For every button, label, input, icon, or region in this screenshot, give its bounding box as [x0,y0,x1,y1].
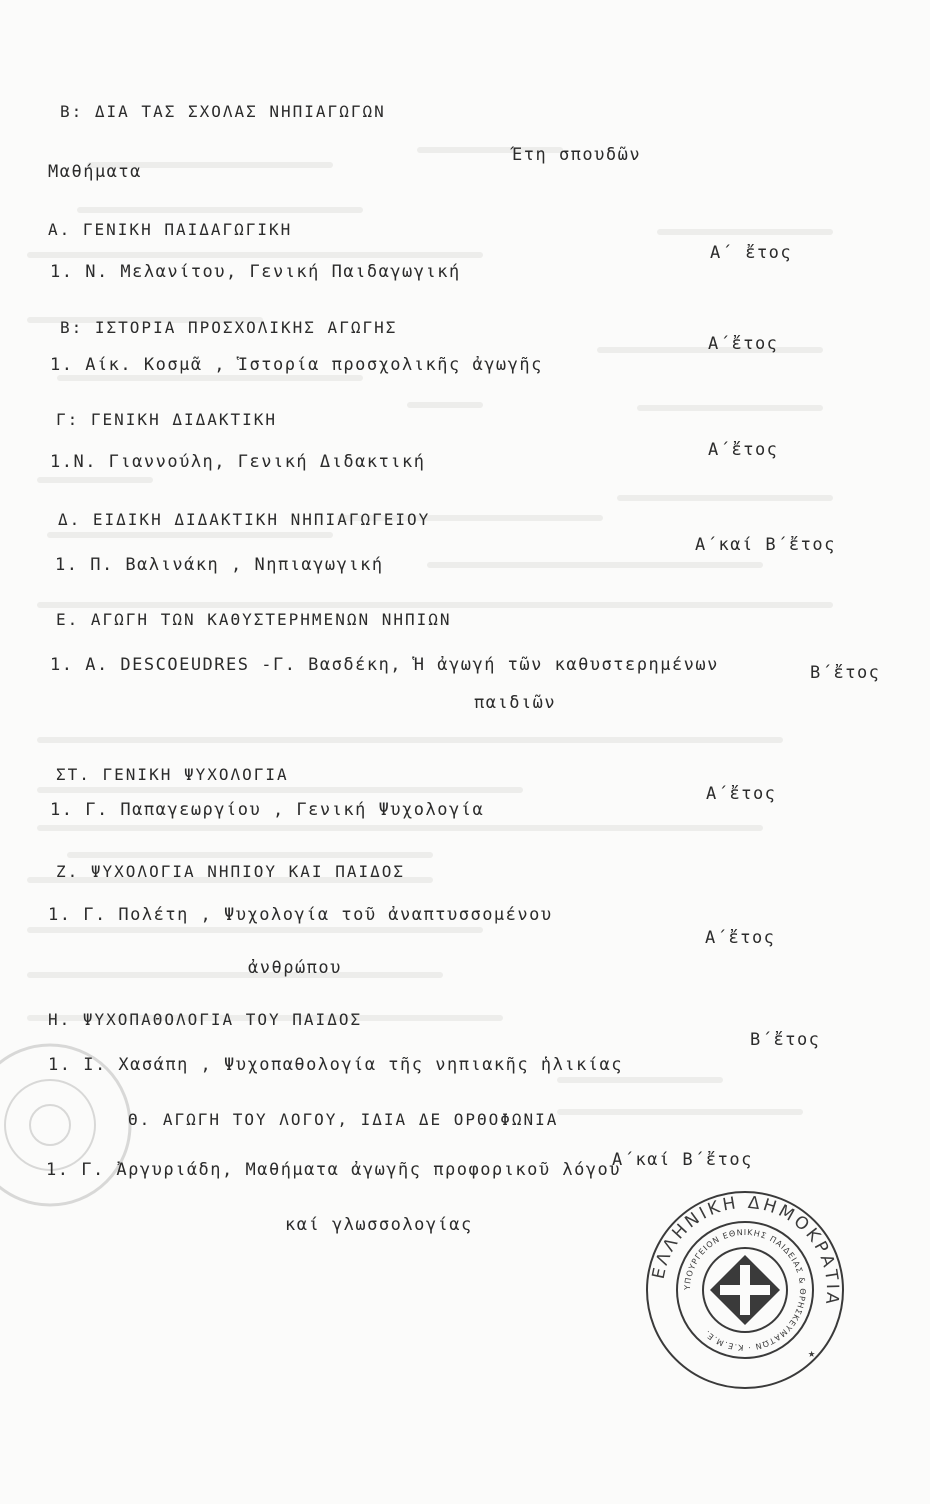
section-year-b: Α΄ἔτος [708,334,779,354]
column-header-years: Έτη σπουδῶν [512,145,642,165]
section-book-b: 1. Αίκ. Κοσμᾶ , Ἱστορία προσχολικῆς ἀγωγῆς [50,355,543,375]
section-book-a: 1. Ν. Μελανίτου, Γενική Παιδαγωγική [50,262,461,282]
section-heading-g: Γ: ΓΕΝΙΚΗ ΔΙΔΑΚΤΙΚΗ [56,410,278,429]
section-heading-z: Ζ. ΨΥΧΟΛΟΓΙΑ ΝΗΠΙΟΥ ΚΑΙ ΠΑΙΔΟΣ [56,862,405,881]
seal-outer-text: ΕΛΛΗΝΙΚΗ ΔΗΜΟΚΡΑΤΙΑ [648,1192,843,1309]
seal-star-icon: ★ [808,1346,816,1360]
section-year-z: Α΄ἔτος [705,928,776,948]
official-seal [640,1185,850,1395]
section-heading-th: Θ. ΑΓΩΓΗ ΤΟΥ ΛΟΓΟΥ, ΙΔΙΑ ΔΕ ΟΡΘΟΦΩΝΙΑ [128,1110,559,1129]
section-book-g: 1.Ν. Γιαννούλη, Γενική Διδακτική [50,452,426,472]
section-book-z-continued: ἀνθρώπου [248,958,342,978]
section-year-a: Α΄ ἔτος [710,243,793,263]
column-header-subjects: Μαθήματα [48,162,142,182]
greek-cross-emblem-icon [710,1255,780,1325]
section-heading-e: Ε. ΑΓΩΓΗ ΤΩΝ ΚΑΘΥΣΤΕΡΗΜΕΝΩΝ ΝΗΠΙΩΝ [56,610,452,629]
section-year-st: Α΄ἔτος [706,784,777,804]
ghost-stamp-mark [0,1020,140,1230]
section-book-d: 1. Π. Βαλινάκη , Νηπιαγωγική [55,555,384,575]
section-book-st: 1. Γ. Παπαγεωργίου , Γενική Ψυχολογία [50,800,485,820]
section-heading-a: Α. ΓΕΝΙΚΗ ΠΑΙΔΑΓΩΓΙΚΗ [48,220,293,239]
section-year-e: Β΄ἔτος [810,663,881,683]
section-year-th: Α΄καί Β΄ἔτος [612,1150,753,1170]
section-book-z: 1. Γ. Πολέτη , Ψυχολογία τοῦ ἀναπτυσσομένου [48,905,553,925]
section-book-th: 1. Γ. Ἀργυριάδη, Μαθήματα ἀγωγῆς προφορικοῦ λόγου [46,1160,622,1180]
section-book-e: 1. A. DESCOEUDRES -Γ. Βασδέκη, Ἡ ἀγωγή τῶν καθυστερημένων [50,655,719,675]
section-book-e-continued: παιδιῶν [474,693,557,713]
seal-inner-text: ΥΠΟΥΡΓΕΙΟΝ ΕΘΝΙΚΗΣ ΠΑΙΔΕΙΑΣ & ΘΡΗΣΚΕΥΜΑΤΩΝ · Κ.Ε.Μ.Ε. [682,1227,808,1353]
section-book-h: 1. Ι. Χασάπη , Ψυχοπαθολογία τῆς νηπιακῆς ἡλικίας [48,1055,624,1075]
section-heading-h: Η. ΨΥΧΟΠΑΘΟΛΟΓΙΑ ΤΟΥ ΠΑΙΔΟΣ [48,1010,363,1029]
section-heading-d: Δ. ΕΙΔΙΚΗ ΔΙΔΑΚΤΙΚΗ ΝΗΠΙΑΓΩΓΕΙΟΥ [58,510,431,529]
section-book-th-continued: καί γλωσσολογίας [285,1215,473,1235]
section-year-d: Α΄καί Β΄ἔτος [695,535,836,555]
document-title: Β: ΔΙΑ ΤΑΣ ΣΧΟΛΑΣ ΝΗΠΙΑΓΩΓΩΝ [60,102,386,121]
section-heading-b: Β: ΙΣΤΟΡΙΑ ΠΡΟΣΧΟΛΙΚΗΣ ΑΓΩΓΗΣ [60,318,398,337]
section-year-h: Β΄ἔτος [750,1030,821,1050]
section-year-g: Α΄ἔτος [708,440,779,460]
section-heading-st: ΣΤ. ΓΕΝΙΚΗ ΨΥΧΟΛΟΓΙΑ [56,765,289,784]
